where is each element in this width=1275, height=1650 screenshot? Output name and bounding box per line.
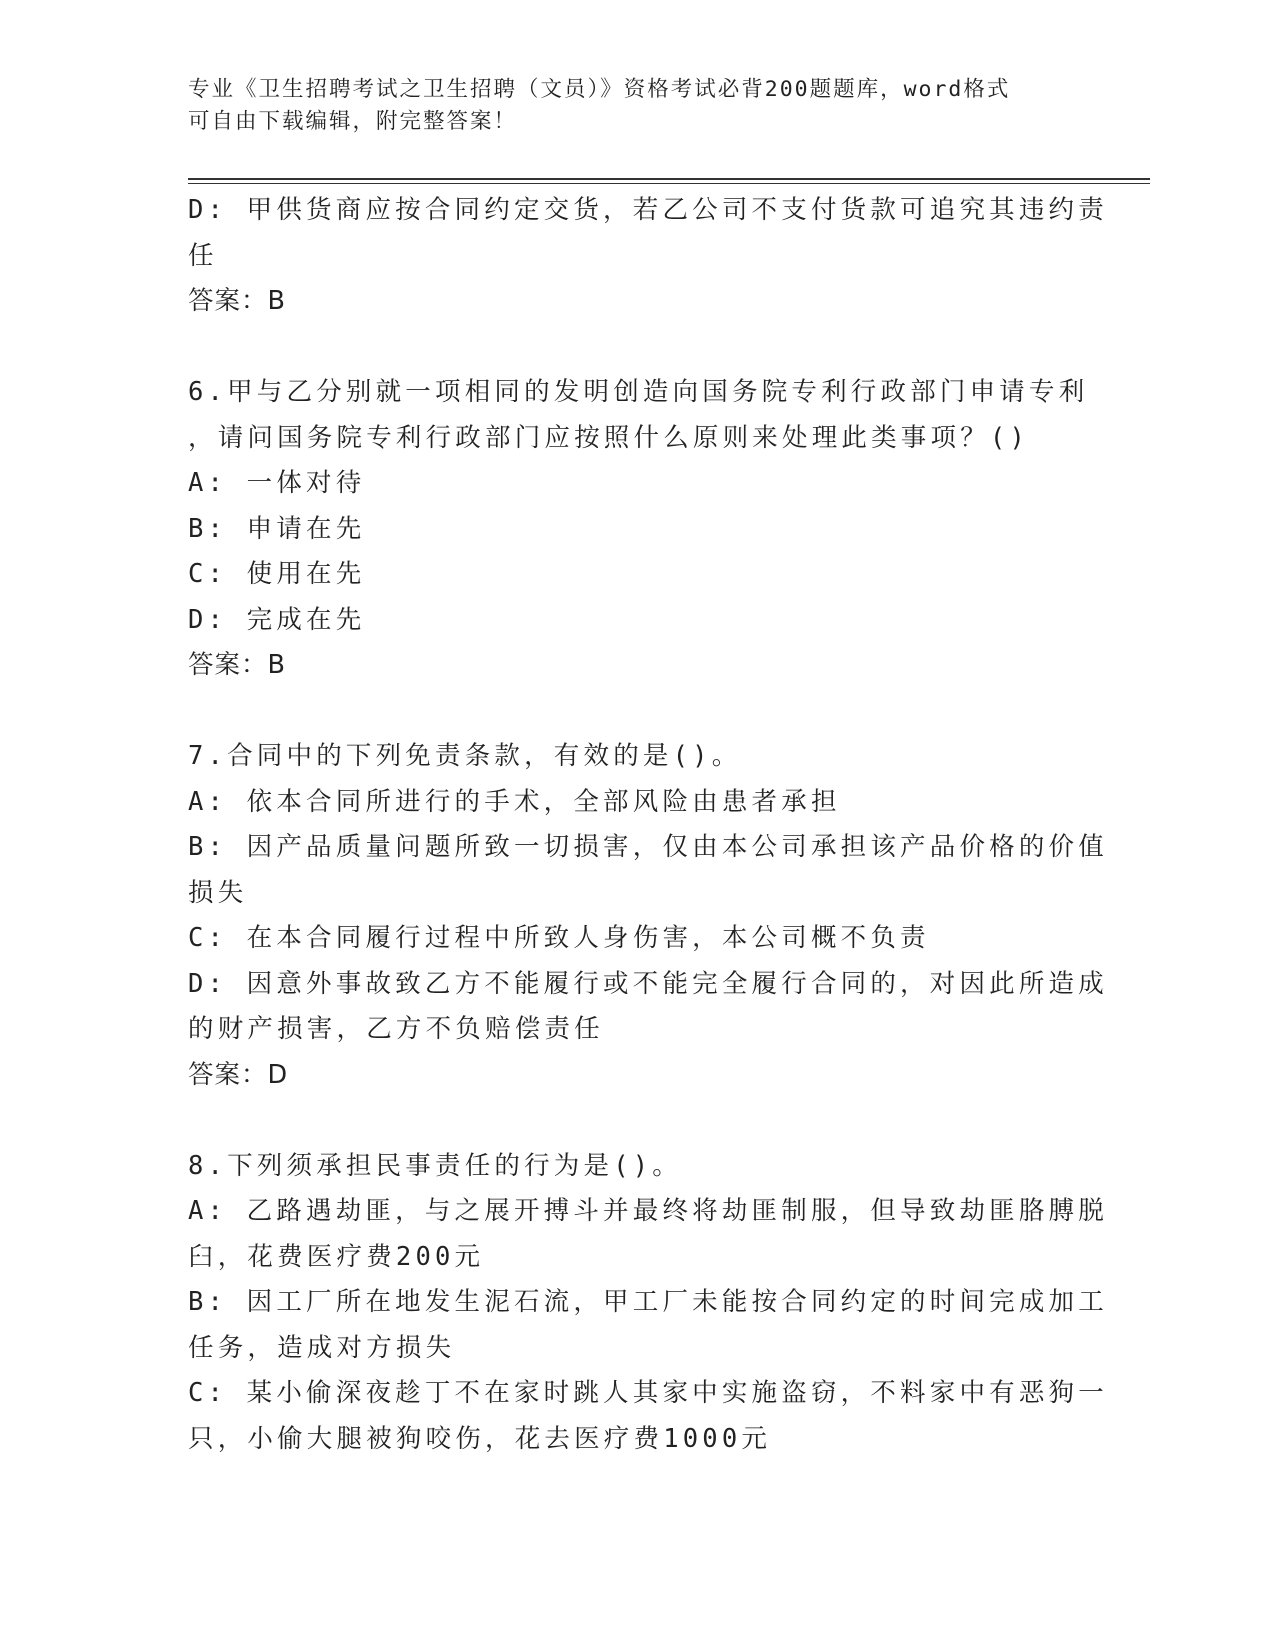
option-c-line-2: 只，小偷大腿被狗咬伤，花去医疗费1000元 [188,1423,772,1454]
spacer [188,689,1088,735]
option-a-line-2: 臼，花费医疗费200元 [188,1241,485,1272]
header-divider-thick [188,178,1150,180]
option-b-line-2: 任务，造成对方损失 [188,1332,456,1363]
option-d: D: 完成在先 [188,604,366,635]
option-b: B: 申请在先 [188,513,366,544]
document-header [188,74,1088,138]
option-a: A: 一体对待 [188,468,366,498]
option-a: A: 依本合同所进行的手术，全部风险由患者承担 [188,786,841,817]
question-stem-line-1: 6.甲与乙分别就一项相同的发明创造向国务院专利行政部门申请专利 [188,377,1089,407]
header-divider-thin [188,183,1150,184]
question-stem: 7.合同中的下列免责条款，有效的是()。 [188,741,742,771]
question-8 [188,1144,1108,1463]
answer-label: 答案：B [188,286,286,316]
question-5-continuation [188,188,1108,325]
option-c: C: 使用在先 [188,559,366,589]
answer-label: 答案：B [188,650,286,680]
header-title-line-1: 专业《卫生招聘考试之卫生招聘（文员）》资格考试必背200题题库，word格式 [188,77,1011,102]
option-d-line-1: D: 甲供货商应按合同约定交货，若乙公司不支付货款可追究其违约责 [188,195,1108,225]
option-b-line-1: B: 因工厂所在地发生泥石流，甲工厂未能按合同约定的时间完成加工 [188,1287,1108,1317]
option-b-line-1: B: 因产品质量问题所致一切损害，仅由本公司承担该产品价格的价值 [188,832,1108,862]
option-a-line-1: A: 乙路遇劫匪，与之展开搏斗并最终将劫匪制服，但导致劫匪胳膊脱 [188,1196,1108,1226]
option-d-line-2: 的财产损害，乙方不负赔偿责任 [188,1014,604,1044]
spacer [188,325,1088,371]
question-stem-line-2: ，请问国务院专利行政部门应按照什么原则来处理此类事项？() [188,422,1030,453]
option-d-line-2: 任 [188,240,218,271]
question-7 [188,734,1108,1098]
question-stem: 8.下列须承担民事责任的行为是()。 [188,1150,683,1181]
spacer [188,1098,1088,1144]
header-title-line-2: 可自由下载编辑，附完整答案！ [188,109,518,134]
option-c-line-1: C: 某小偷深夜趁丁不在家时跳人其家中实施盗窃，不料家中有恶狗一 [188,1378,1108,1408]
option-d-line-1: D: 因意外事故致乙方不能履行或不能完全履行合同的，对因此所造成 [188,968,1108,999]
option-c: C: 在本合同履行过程中所致人身伤害，本公司概不负责 [188,923,930,953]
document-body [188,188,1108,1462]
answer-label: 答案：D [188,1059,289,1090]
question-6 [188,370,1088,689]
option-b-line-2: 损失 [188,877,248,908]
